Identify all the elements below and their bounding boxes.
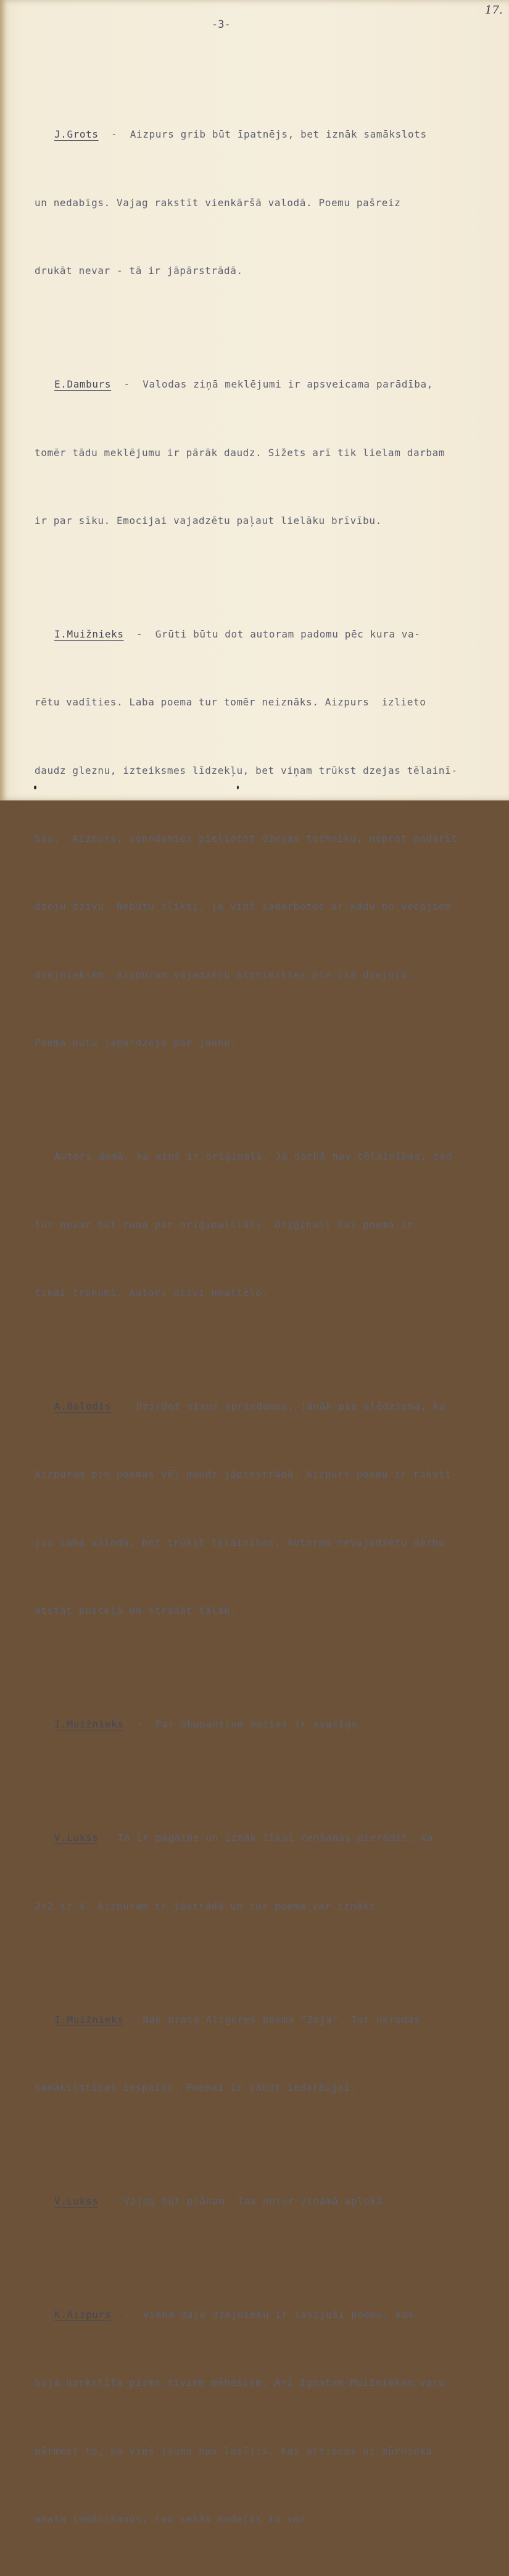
speaker-name: I.Muižnieks [54,2013,124,2025]
text-line [35,623,503,646]
text-line [35,1713,503,1736]
text-line: Aizpuram pie poemas vēl daudz jāpiestrādā. Aizpurs poemu ir rakstī- [35,1468,458,1481]
line-text: - Nāk prātā Aligeres poema "Zoja". Tur nerodas [123,2013,421,2025]
line-text: - Valodas ziņā meklējumi ir apsveicama parādība, [111,378,433,391]
text-line: tur nevar būt runa par oriģinalitāti. Oriģinali šai poemā ir [35,1218,413,1231]
text-line [35,1395,503,1418]
minutes-body [35,56,503,2576]
text-line: tikai trūkumi. Autors dzīvi neattēlo. [35,1287,268,1299]
text-line: Autors domā, ka viņš ir oriģinals. Ja darbā nav tēlainības, tad [54,1150,452,1163]
text-line: 2x2 ir 4. Aizpuram ir jāstrādā un tur poema var iznākt. [35,1900,382,1912]
text-line: daudz gleznu, izteiksmes līdzekļu, bet viņam trūkst dzejas tēlainī- [35,764,458,776]
text-line: amata iemācīšanos, tad sešās nedeļās to var. [35,2513,313,2525]
text-line: Poema būtu jāpārdzejo par jaunu. [35,1037,237,1049]
speaker-name: V.Lukss [54,2195,99,2207]
text-line [35,2009,503,2032]
text-line: tomēr tādu meklējumu ir pārāk daudz. Sižets arī tik lielam darbam [35,446,445,459]
text-line: samākslotības iespaids. Poemai ir jābūt iedarbīgai. [35,2081,357,2093]
speaker-name: K.Aizpurs [54,2308,112,2320]
text-line: dzeju dzīvu. Nebūtu slikti, ja viņš sadarbotos ar kādu no vecajiem [35,900,452,913]
speaker-name: I.Muižnieks [54,1718,124,1730]
text-line: dzejniekiem. Aizpuram vajadzētu atgriezties pie īsā dzejoļa. [35,968,413,981]
text-line: drukāt nevar - tā ir jāpārstrādā. [35,265,243,277]
ink-speck [237,786,239,789]
text-line [35,2190,503,2213]
speaker-name: V.Lukss [54,1832,99,1844]
handwritten-folio-number: 17. [485,4,503,17]
text-line: rētu vadīties. Laba poema tur tomēr neiznāks. Aizpurs izlieto [35,696,426,708]
speaker-name: J.Grots [54,128,99,141]
text-line [35,373,503,396]
text-line: un nedabīgs. Vajag rakstīt vienkāršā valodā. Poemu pašreiz [35,196,401,209]
line-text: - Aizpurs grib būt īpatnējs, bet iznāk samākslots [98,128,427,141]
text-line [35,1827,503,1850]
line-text: - Viena daļa dzejnieku ir lasījuši poemu, kas [111,2308,415,2320]
text-line [35,2304,503,2327]
ink-speck [34,786,36,789]
text-line [35,123,503,146]
text-line: jis labā valodā, bet trūkst tēlainības. Autoram nevajadzētu darbu [35,1536,445,1548]
line-text: - Dzirdot visus spriedumus, jānāk pie slēdziena, ka [111,1400,446,1413]
text-line: ir par sīku. Emocijai vajadzētu paļaut lielāku brīvību. [35,514,382,526]
text-line: bija uzrkstīta pirms diviem mēnešiem. Arī Ignatam Muižniekam varu [35,2377,445,2389]
speaker-name: A.Balodis [54,1400,112,1413]
line-text: - Tā ir pagātne un iznāk tikai cenšanās pierādīt, ka [98,1832,433,1844]
line-text: - Par okupantiem motivs ir svarīgs. [123,1718,364,1730]
page-number: -3- [212,19,231,31]
line-text: - Vajag būt plānam. Tas notur zināmā aplokā. [98,2195,389,2207]
text-line: atstāt pusceļā un strādāt tālāk. [35,1605,237,1617]
text-line: bas. Aizpurs, censdamies pielietot dzejas techniku, neprot padarīt [35,833,458,845]
text-line: pārmest to, ka viņš jauno nav lasījis. Kas attiecas uz mūrnieka [35,2445,432,2457]
speaker-name: I.Muižnieks [54,628,124,640]
speaker-name: E.Damburs [54,378,112,391]
line-text: - Grūti būtu dot autoram padomu pēc kura va- [123,628,421,640]
